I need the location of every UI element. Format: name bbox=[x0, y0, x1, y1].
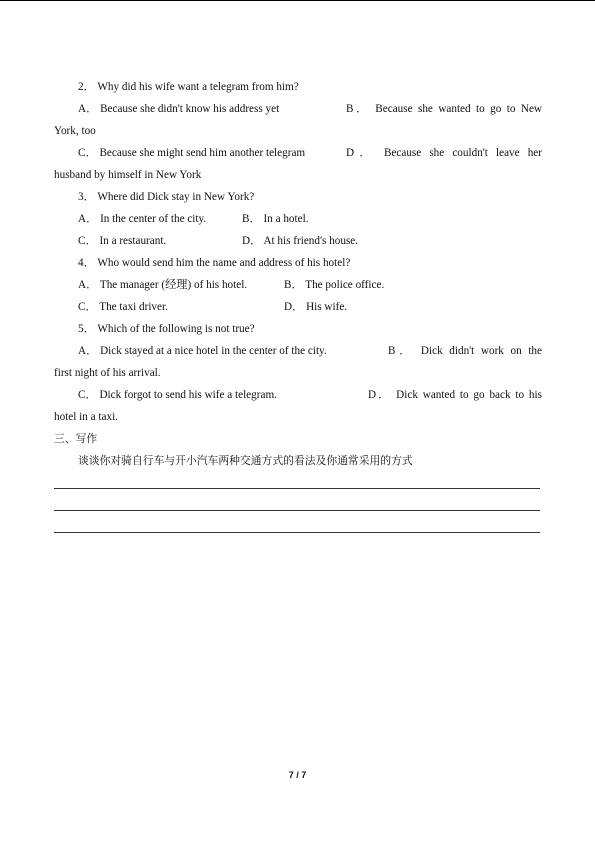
question-5-option-a: A． Dick stayed at a nice hotel in the center of the city. bbox=[78, 345, 327, 357]
question-5-option-c: C． Dick forgot to send his wife a telegram. bbox=[78, 389, 277, 401]
question-3-stem: 3． Where did Dick stay in New York? bbox=[78, 191, 255, 203]
page-number: 7 / 7 bbox=[288, 770, 307, 780]
question-4-option-d: D． His wife. bbox=[284, 301, 348, 313]
question-5-option-b: B． Dick didn't work on the bbox=[388, 345, 542, 357]
question-2-option-a: A． Because she didn't know his address yet bbox=[78, 103, 280, 115]
question-2-option-c: C． Because she might send him another telegram bbox=[78, 147, 306, 159]
question-2-option-d-cont: husband by himself in New York bbox=[54, 169, 202, 181]
answer-line-3 bbox=[54, 532, 540, 533]
answer-line-1 bbox=[54, 488, 540, 489]
question-4-option-c: C． The taxi driver. bbox=[78, 301, 168, 313]
question-5-option-d-cont: hotel in a taxi. bbox=[54, 411, 119, 423]
question-3-option-c: C． In a restaurant. bbox=[78, 235, 167, 247]
question-3-option-b: B． In a hotel. bbox=[242, 213, 309, 225]
question-4-option-a: A． The manager (经理) of his hotel. bbox=[78, 279, 248, 291]
writing-section-heading: 三、写作 bbox=[54, 432, 98, 445]
question-2-option-b-cont: York, too bbox=[54, 125, 96, 137]
question-5-option-d: D． Dick wanted to go back to his bbox=[368, 389, 542, 401]
question-2-option-b: B． Because she wanted to go to New bbox=[346, 103, 542, 115]
writing-prompt: 谈谈你对骑自行车与开小汽车两种交通方式的看法及你通常采用的方式 bbox=[78, 454, 413, 467]
answer-line-2 bbox=[54, 510, 540, 511]
page-top-rule bbox=[0, 0, 595, 1]
question-5-option-b-cont: first night of his arrival. bbox=[54, 367, 161, 379]
question-3-option-a: A． In the center of the city. bbox=[78, 213, 207, 225]
question-4-option-b: B． The police office. bbox=[284, 279, 385, 291]
question-5-stem: 5． Which of the following is not true? bbox=[78, 323, 255, 335]
question-2-stem: 2． Why did his wife want a telegram from him? bbox=[78, 81, 299, 93]
question-2-option-d: D． Because she couldn't leave her bbox=[346, 147, 542, 159]
question-3-option-d: D． At his friend's house. bbox=[242, 235, 359, 247]
question-4-stem: 4． Who would send him the name and address of his hotel? bbox=[78, 257, 351, 269]
